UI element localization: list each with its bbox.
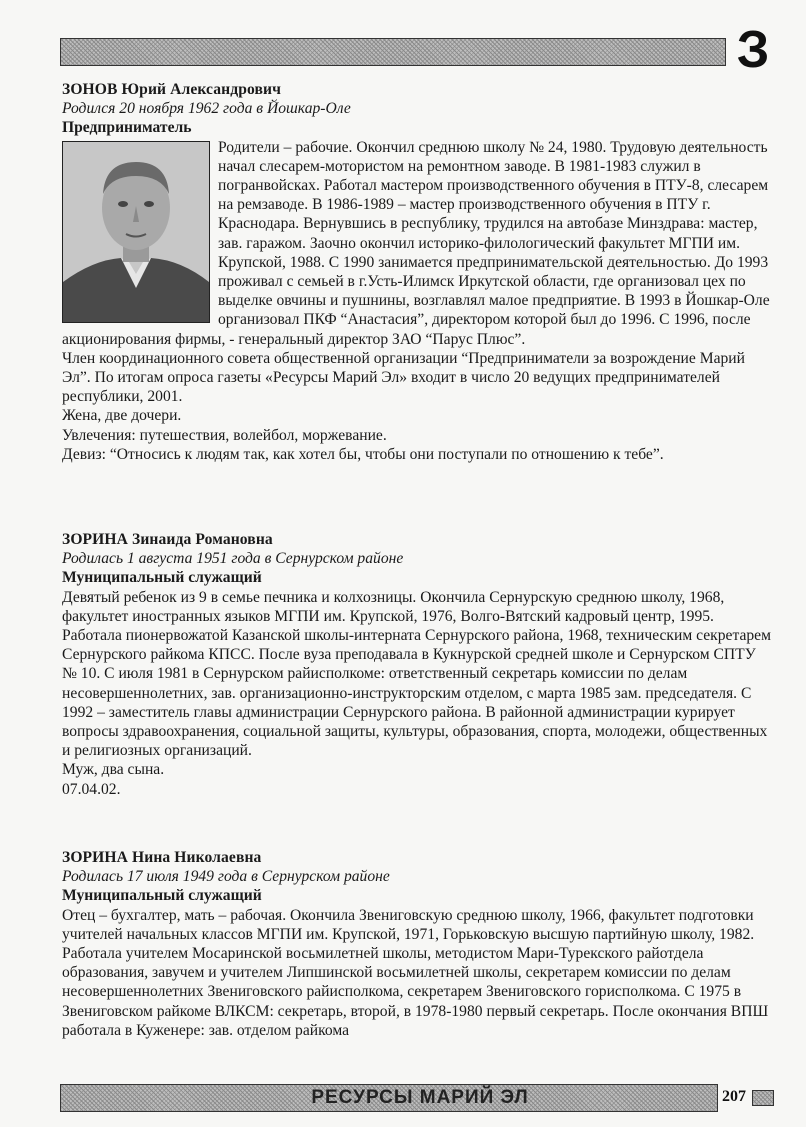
entry-paragraph: Родители – рабочие. Окончил среднюю школу № 24, 1980. Трудовую деятельность начал слесарем-мотористом на ремонтном заводе. В 1981-1983 служил в погранвойсках. Работал мастером производственного обучения в ПТУ-8, слесарем на ремзаводе. В 1986-1989 – мастер производственного обучения в ПТУ г. Краснодара. Вернувшись в республику, трудился на автобазе Минздрава: мастер, зав. гаражом. Заочно окончил историко-филологический факультет МГПИ им. Крупской, 1988. С 1990 занимается предпринимательской деятельностью. До 1993 проживал с семьей в г.Усть-Илимск Иркутской области, где организовал цех по выделке овчины и пушнины, возглавлял малое предприятие. В 1993 в Йошкар-Оле организовал ПКФ “Анастасия”, директором которой был до 1996. С 1996, после акционирования фирмы, - генеральный директор ЗАО “Парус Плюс”. — [62, 138, 770, 348]
entry-name: ЗОНОВ Юрий Александрович — [62, 81, 282, 98]
entry-name: ЗОРИНА Нина Николаевна — [62, 849, 262, 866]
entry-paragraph: Член координационного совета общественной организации “Предприниматели за возрождение Марий Эл”. По итогам опроса газеты «Ресурсы Марий Эл» входит в число 20 ведущих предпринимателей республики, 2001. — [62, 349, 745, 406]
header-bar — [60, 38, 726, 66]
entry-birth: Родилась 17 июля 1949 года в Сернурском районе — [62, 868, 390, 886]
page-number: 207 — [722, 1088, 746, 1105]
footer-bar-tail — [752, 1090, 774, 1106]
portrait-photo — [62, 141, 210, 323]
entry-birth: Родился 20 ноября 1962 года в Йошкар-Оле — [62, 100, 351, 118]
entry-profession: Муниципальный служащий — [62, 887, 262, 905]
section-letter: З — [736, 21, 770, 79]
entry-zorina-nina — [62, 848, 772, 1040]
entry-name: ЗОРИНА Зинаида Романовна — [62, 531, 273, 548]
entry-paragraph: Девиз: “Относись к людям так, как хотел бы, чтобы они поступали по отношению к тебе”. — [62, 445, 664, 463]
entry-paragraph: Увлечения: путешествия, волейбол, моржевание. — [62, 426, 387, 444]
footer-title: РЕСУРСЫ МАРИЙ ЭЛ — [311, 1087, 529, 1108]
entry-paragraph: Муж, два сына. — [62, 761, 165, 779]
entry-profession: Предприниматель — [62, 119, 192, 137]
entry-paragraph: Жена, две дочери. — [62, 407, 182, 425]
entry-birth: Родилась 1 августа 1951 года в Сернурском районе — [62, 550, 404, 568]
entry-zorina-zinaida — [62, 530, 772, 799]
entry-paragraph: Девятый ребенок из 9 в семье печника и колхозницы. Окончила Сернурскую среднюю школу, 1968, факультет иностранных языков МГПИ им. Крупской, 1976, Волго-Вятский кадровый центр, 1995. Работала пионервожатой Казанской школы-интерната Сернурского района, 1968, техническим секретарем Сернурского райкома КПСС. После вуза преподавала в Кукнурской средней школе и Сернурском СПТУ № 10. С июля 1981 в Сернурском райисполкоме: ответственный секретарь комиссии по делам несовершеннолетних, зав. организационно-инструкторским отделом, с марта 1985 зам. председателя. С 1992 – заместитель главы администрации Сернурского района. В районной администрации курирует вопросы здравоохранения, социальной защиты, культуры, образования, спорта, молодежи, общественных и религиозных организаций. — [62, 588, 771, 760]
entry-profession: Муниципальный служащий — [62, 569, 262, 587]
entry-paragraph: Отец – бухгалтер, мать – рабочая. Окончила Звениговскую среднюю школу, 1966, факультет подготовки учителей начальных классов МГПИ им. Крупской, 1971, Горьковскую высшую партийную школу, 1982. Работала учителем Мосаринской восьмилетней школы, методистом Мари-Турекского райотдела образования, завучем и учителем Липшинской восьмилетней школы, секретарем комиссии по делам несовершеннолетних Звениговского райисполкома, секретарем Звениговского горисполкома. С 1975 в Звениговском райкоме ВЛКСМ: секретарь, второй, в 1978-1980 первый секретарь. После окончания ВПШ работала в Куженере: зав. отделом райкома — [62, 906, 769, 1039]
entry-paragraph: 07.04.02. — [62, 780, 121, 798]
entry-zonov — [62, 80, 772, 464]
